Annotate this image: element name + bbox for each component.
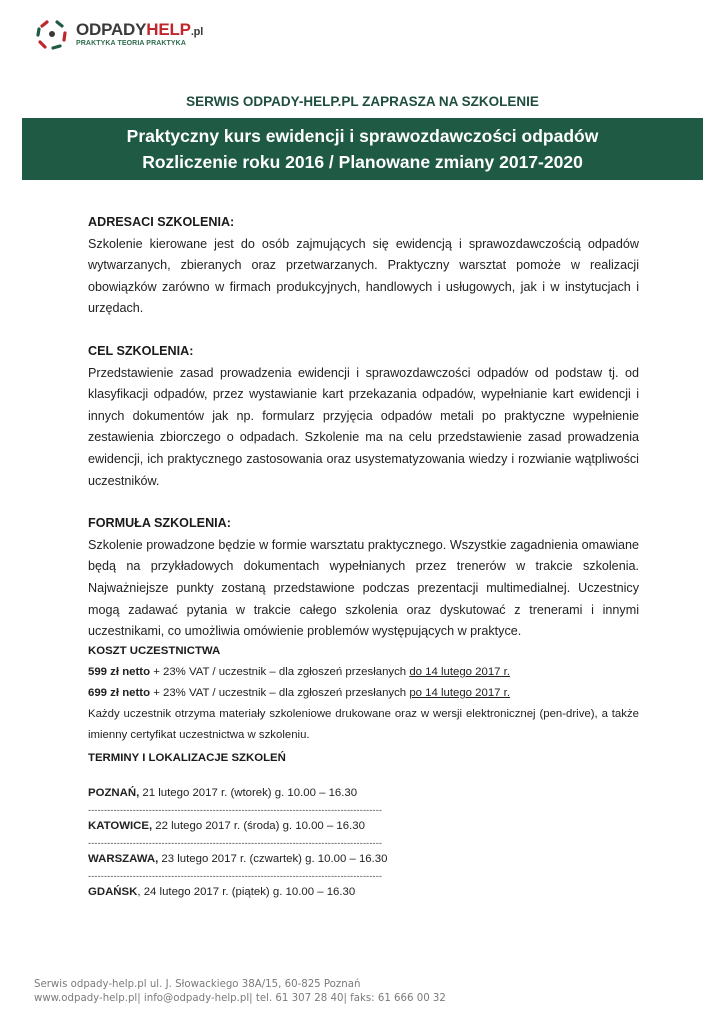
section-heading: CEL SZKOLENIA:: [88, 343, 194, 358]
separator: --------------------------------------------------------------------------------------------: [88, 871, 383, 881]
section-formula: [88, 513, 639, 643]
title-banner: [22, 118, 703, 180]
section-text: Szkolenie prowadzone będzie w formie warsztatu praktycznego. Wszystkie zagadnienia omawiane będą na przykładowych dokumentach wypełnianych przez trenerów w trakcie szkolenia. Najważniejsze punkty zostaną przedstawione podczas prezentacji multimedialnej. Uczestnicy mogą zadawać pytania w trakcie całego szkolenia oraz dyskutować z trenerami i innymi uczestnikami, co umożliwia omówienie problemów występujących w praktyce.: [88, 537, 639, 639]
section-heading: ADRESACI SZKOLENIA:: [88, 215, 235, 229]
course-subtitle: Rozliczenie roku 2016 / Planowane zmiany 2017-2020: [142, 152, 583, 172]
brand-name: ODPADYHELP.pl: [76, 20, 204, 39]
terms-section: [88, 752, 418, 901]
recycle-logo-icon: [34, 16, 70, 52]
main-content: [88, 212, 639, 664]
location-katowice: KATOWICE, 22 lutego 2017 r. (środa) g. 10.00 – 16.30: [88, 820, 365, 832]
footer-address: Serwis odpady-help.pl ul. J. Słowackiego 38A/15, 60-825 Poznań: [34, 979, 361, 990]
footer: [34, 978, 446, 1005]
price-line-early: 599 zł netto + 23% VAT / uczestnik – dla zgłoszeń przesłanych do 14 lutego 2017 r.: [88, 666, 511, 678]
section-addressees: [88, 212, 639, 320]
separator: --------------------------------------------------------------------------------------------: [88, 805, 383, 815]
separator: --------------------------------------------------------------------------------------------: [88, 838, 383, 848]
section-goal: [88, 341, 639, 492]
location-poznan: POZNAŃ, 21 lutego 2017 r. (wtorek) g. 10.00 – 16.30: [88, 787, 358, 799]
location-gdansk: GDAŃSK, 24 lutego 2017 r. (piątek) g. 10.00 – 16.30: [88, 886, 356, 898]
section-heading: FORMUŁA SZKOLENIA:: [88, 516, 231, 531]
cost-section: [88, 641, 639, 746]
brand-tagline: PRAKTYKA TEORIA PRAKTYKA: [76, 40, 186, 47]
terms-heading: TERMINY I LOKALIZACJE SZKOLEŃ: [88, 752, 286, 764]
cost-heading: KOSZT UCZESTNICTWA: [88, 645, 221, 657]
course-title: Praktyczny kurs ewidencji i sprawozdawczości odpadów: [126, 126, 599, 146]
price-line-late: 699 zł netto + 23% VAT / uczestnik – dla zgłoszeń przesłanych po 14 lutego 2017 r.: [88, 687, 511, 699]
cost-note: Każdy uczestnik otrzyma materiały szkoleniowe drukowane oraz w wersji elektronicznej (pen-drive), a także imienny certyfikat uczestnictwa w szkoleniu.: [88, 708, 639, 741]
invite-heading: SERWIS ODPADY-HELP.PL ZAPRASZA NA SZKOLENIE: [186, 94, 539, 109]
footer-contact: www.odpady-help.pl| info@odpady-help.pl| tel. 61 307 28 40| faks: 61 666 00 32: [34, 992, 446, 1004]
location-warszawa: WARSZAWA, 23 lutego 2017 r. (czwartek) g. 10.00 – 16.30: [88, 853, 388, 865]
section-text: Przedstawienie zasad prowadzenia ewidencji i sprawozdawczości odpadów od podstaw tj. od klasyfikacji odpadów, przez wystawianie kart przekazania odpadów, wypełnianie kart ewidencji i innych dokumentów jak np. formularz przyjęcia odpadów metali po praktyczne wypełnienie zestawienia zbiorczego o odpadach. Szkolenie ma na celu przedstawienie zasad prowadzenia ewidencji, ich praktycznego zastosowania oraz usystematyzowania wiedzy i rozwianie wątpliwości uczestników.: [88, 365, 639, 488]
section-text: Szkolenie kierowane jest do osób zajmujących się ewidencją i sprawozdawczością odpadów wytwarzanych, zbieranych oraz przetwarzanych. Praktyczny warsztat pomoże w realizacji obowiązków zarówno w firmach produkcyjnych, handlowych i usługowych, jak i w instytucjach i urzędach.: [88, 236, 639, 316]
brand-logo: [34, 16, 203, 52]
